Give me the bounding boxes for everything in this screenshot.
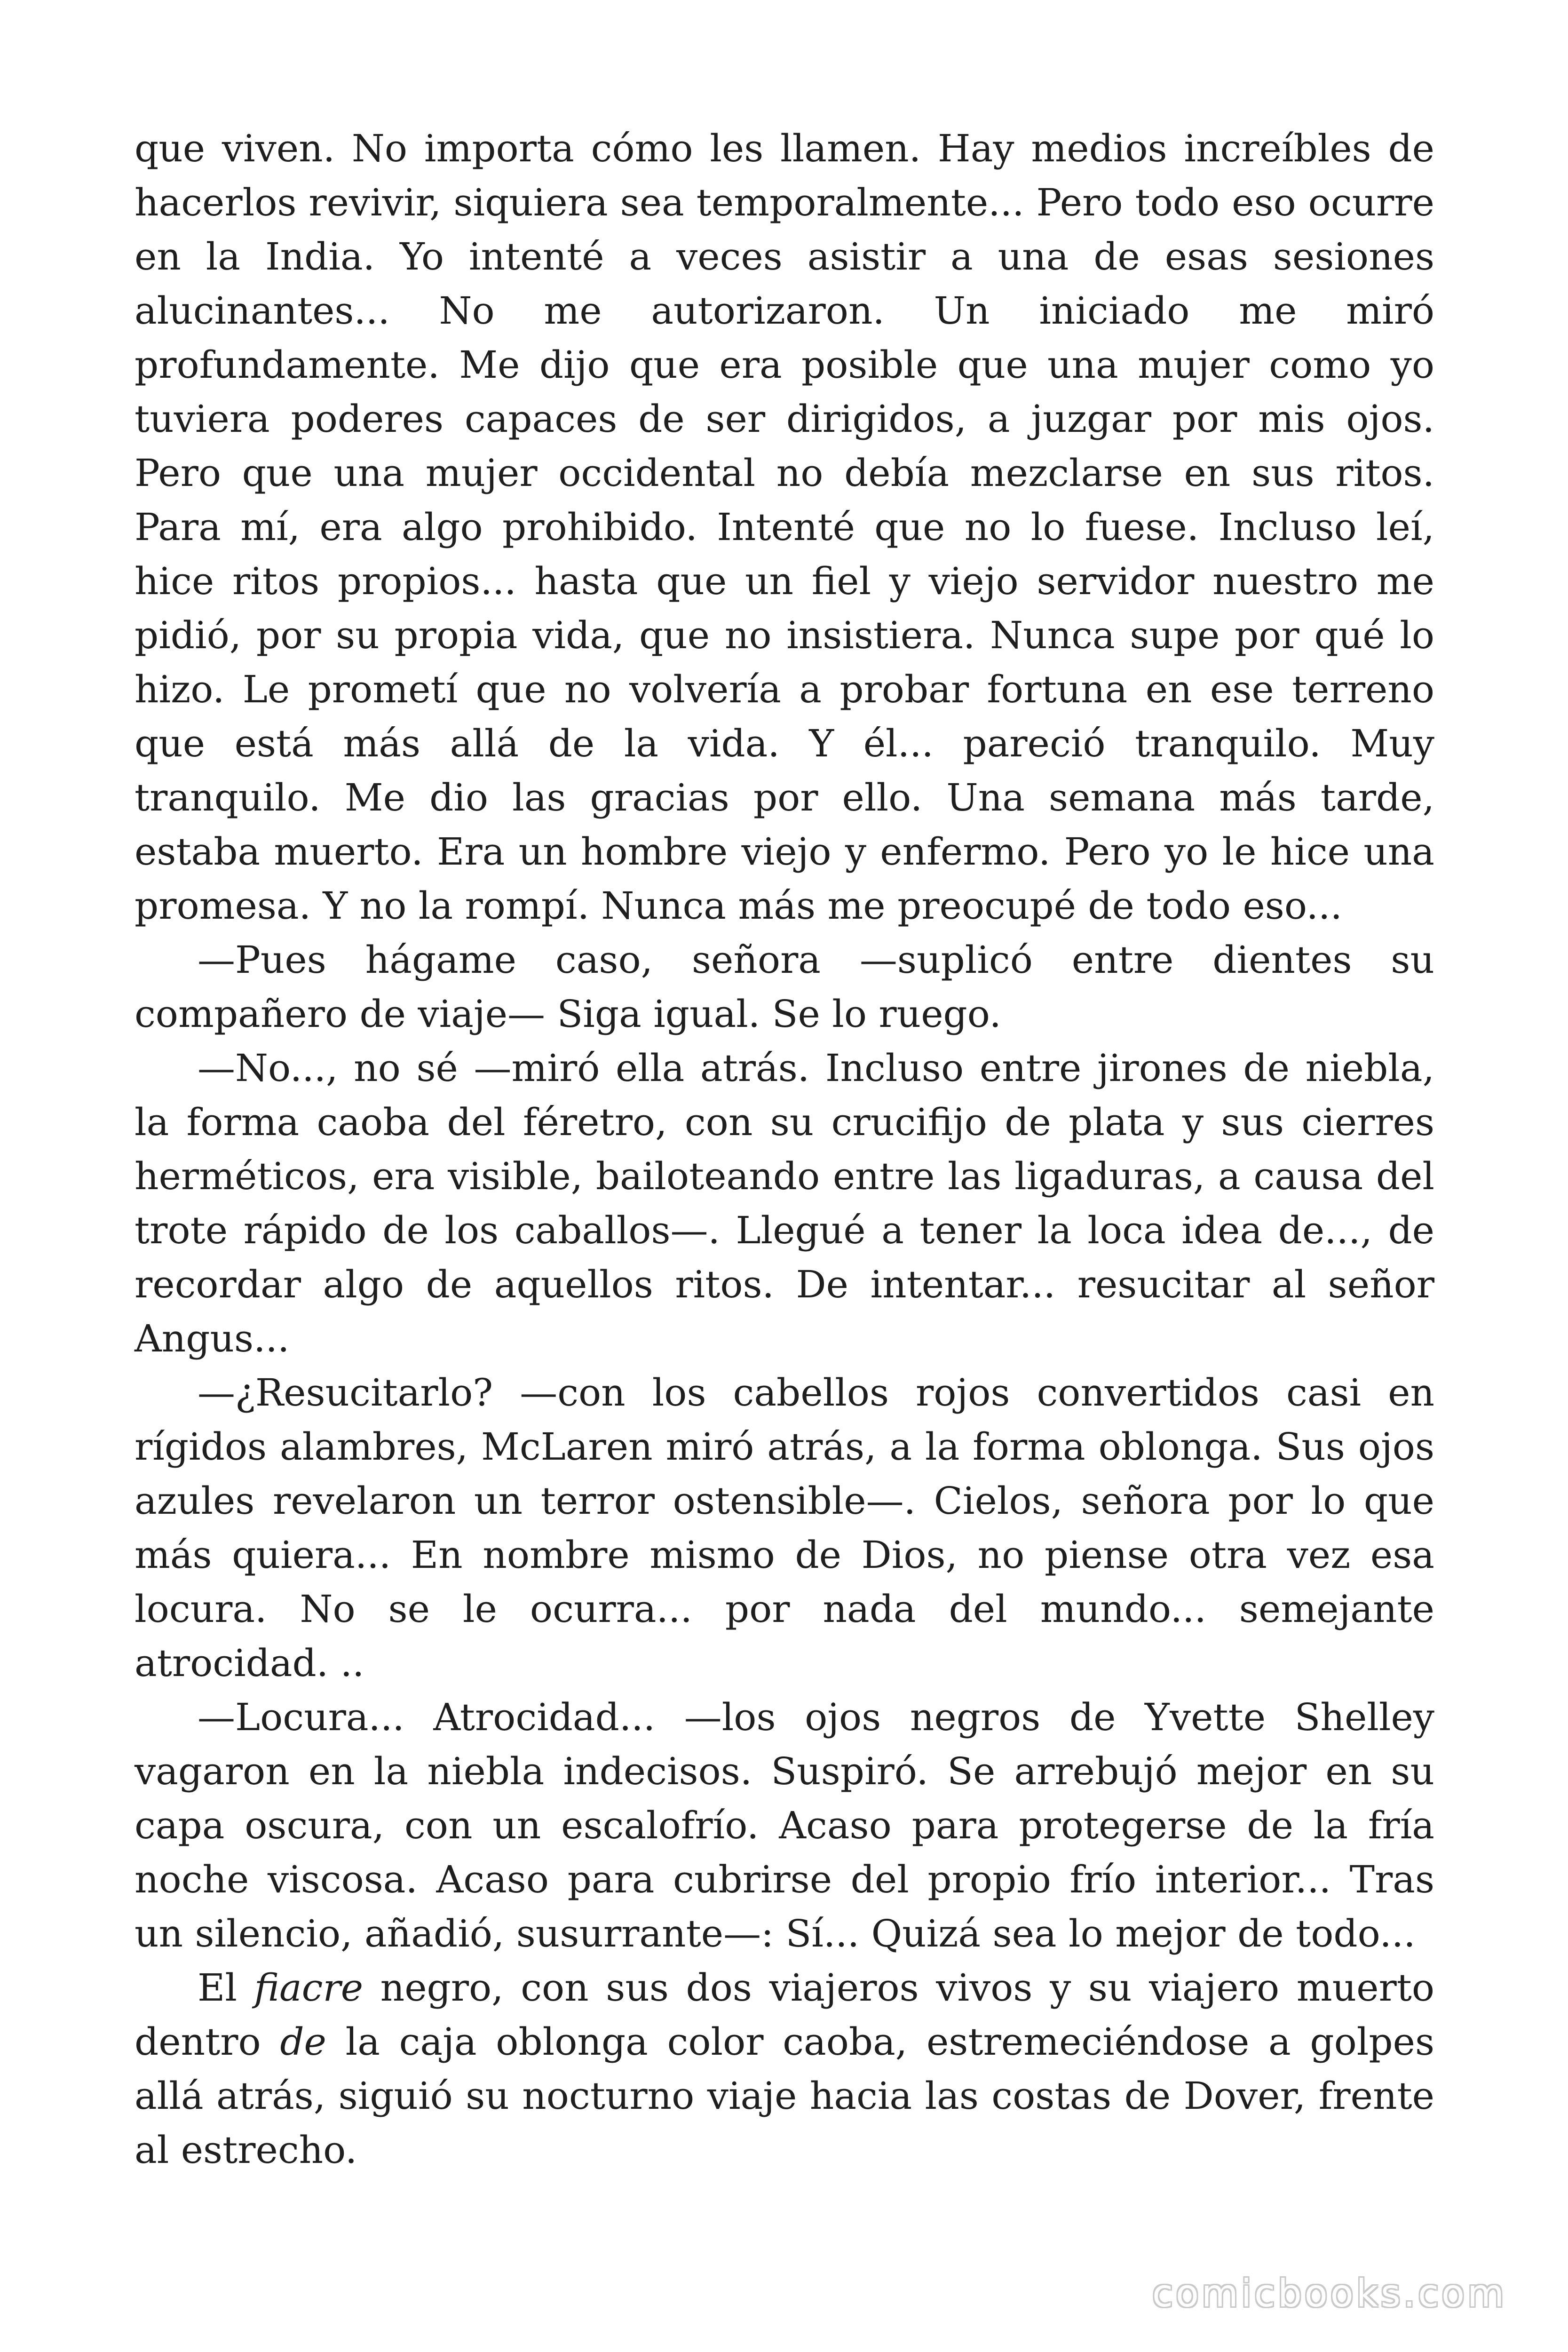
paragraph-6-part-3: la caja oblonga color caoba, estremeciéndose a golpes allá atrás, siguió su nocturno viaje hacia las costas de Dover, frente al estrecho. (135, 2020, 1434, 2172)
italic-word-de: de (280, 2020, 326, 2064)
paragraph-2: —Pues hágame caso, señora —suplicó entre dientes su compañero de viaje— Siga igual. Se lo ruego. (135, 938, 1434, 1036)
paragraph-6-part-1: El (198, 1966, 254, 2010)
italic-word-fiacre: fiacre (254, 1966, 364, 2010)
paragraph-3: —No..., no sé —miró ella atrás. Incluso entre jirones de niebla, la forma caoba del féretro, con su crucifijo de plata y sus cierres herméticos, era visible, bailoteando entre las ligaduras, a causa del trote rápido de los caballos—. Llegué a tener la loca idea de..., de recordar algo de aquellos ritos. De intentar... resucitar al señor Angus... (135, 1046, 1434, 1360)
paragraph-6-part-2: negro, con sus dos viajeros vivos y su viajero muerto dentro (135, 1966, 1434, 2064)
paragraph-1: que viven. No importa cómo les llamen. Hay medios increíbles de hacerlos revivir, siquiera sea temporalmente... Pero todo eso ocurre en la India. Yo intenté a veces asistir a una de esas sesiones alucinantes... No me autorizaron. Un iniciado me miró profundamente. Me dijo que era posible que una mujer como yo tuviera poderes capaces de ser dirigidos, a juzgar por mis ojos. Pero que una mujer occidental no debía mezclarse en sus ritos. Para mí, era algo prohibido. Intenté que no lo fuese. Incluso leí, hice ritos propios... hasta que un fiel y viejo servidor nuestro me pidió, por su propia vida, que no insistiera. Nunca supe por qué lo hizo. Le prometí que no volvería a probar fortuna en ese terreno que está más allá de la vida. Y él... pareció tranquilo. Muy tranquilo. Me dio las gracias por ello. Una semana más tarde, estaba muerto. Era un hombre viejo y enfermo. Pero yo le hice una promesa. Y no la rompí. Nunca más me preocupé de todo eso... (135, 127, 1434, 928)
paragraph-6 (135, 1961, 1434, 2177)
site-watermark: comicbooks.com (1152, 2272, 1507, 2315)
body-text (135, 121, 1434, 2177)
paragraph-5: —Locura... Atrocidad... —los ojos negros de Yvette Shelley vagaron en la niebla indecisos. Suspiró. Se arrebujó mejor en su capa oscura, con un escalofrío. Acaso para protegerse de la fría noche viscosa. Acaso para cubrirse del propio frío interior... Tras un silencio, añadió, susurrante—: Sí... Quizá sea lo mejor de todo... (135, 1695, 1434, 1955)
paragraph-4: —¿Resucitarlo? —con los cabellos rojos convertidos casi en rígidos alambres, McLaren miró atrás, a la forma oblonga. Sus ojos azules revelaron un terror ostensible—. Cielos, señora por lo que más quiera... En nombre mismo de Dios, no piense otra vez esa locura. No se le ocurra... por nada del mundo... semejante atrocidad. .. (135, 1371, 1434, 1685)
